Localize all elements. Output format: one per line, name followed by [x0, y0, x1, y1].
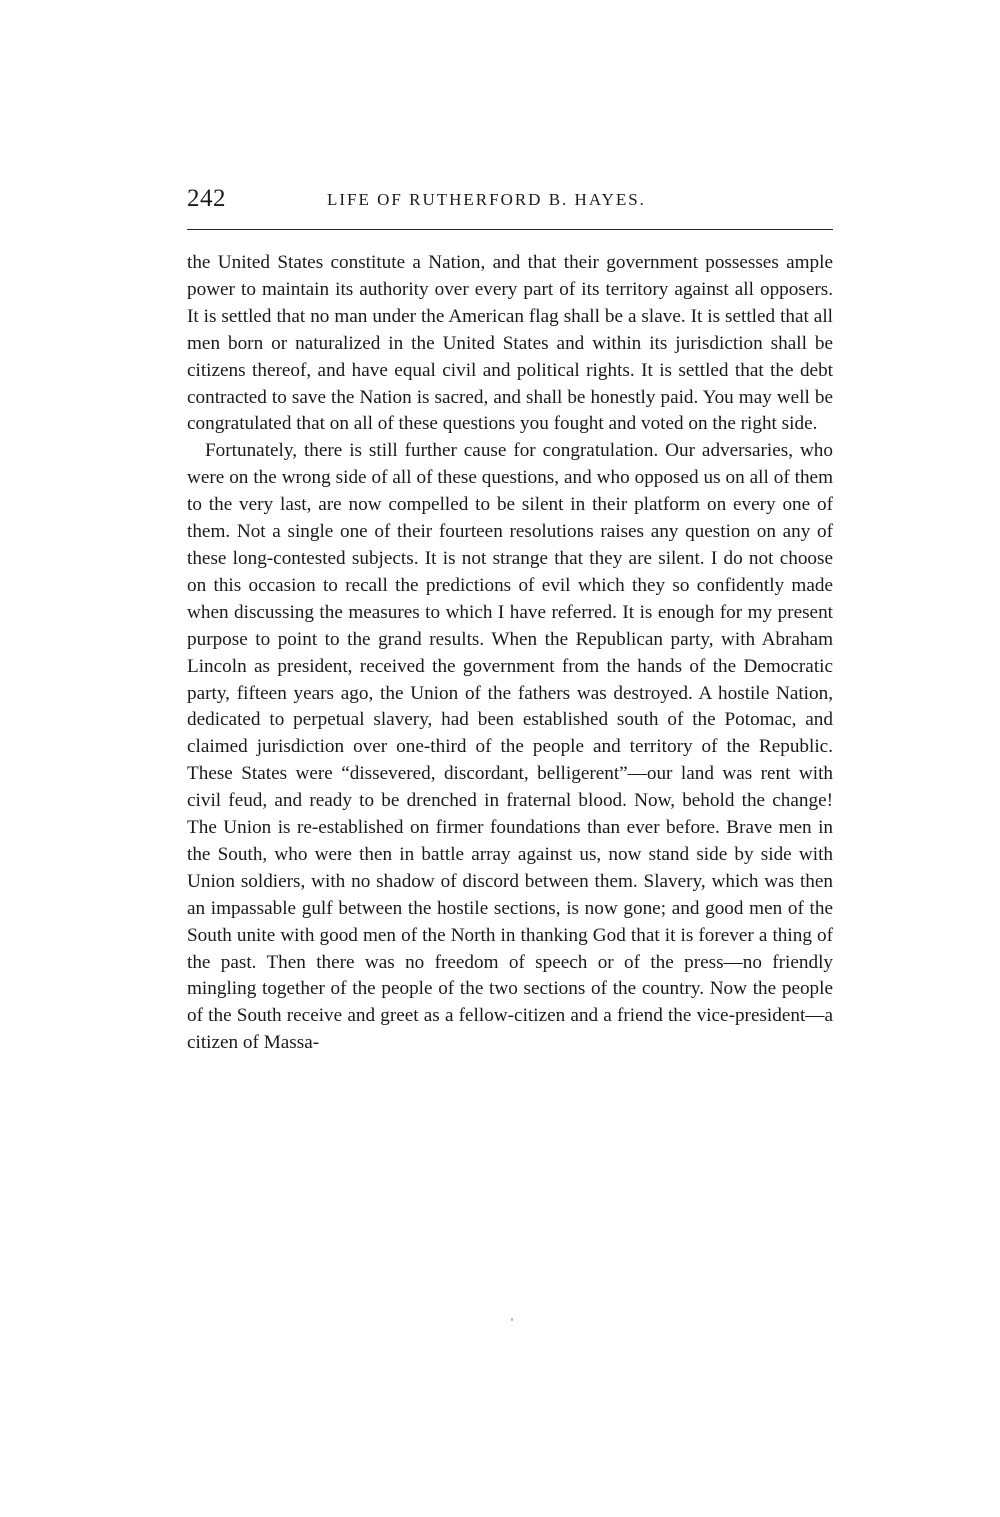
running-head [187, 184, 832, 218]
paragraph-fortunately: Fortunately, there is still further cause for congratulation. Our adversaries, who were on the wrong side of all of these questions, and who opposed us on all of them to the very last, are now compelled to be silent in their platform on every one of them. Not a single one of their fourteen resolutions raises any question on any of these long-contested subjects. It is not strange that they are silent. I do not choose on this occasion to recall the predictions of evil which they so confidently made when discussing the measures to which I have referred. It is enough for my present purpose to point to the grand results. When the Republican party, with Abraham Lincoln as president, received the government from the hands of the Democratic party, fifteen years ago, the Union of the fathers was destroyed. A hostile Nation, dedicated to perpetual slavery, had been established south of the Potomac, and claimed jurisdiction over one-third of the people and territory of the Republic. These States were “dissevered, discordant, belligerent”—our land was rent with civil feud, and ready to be drenched in fraternal blood. Now, behold the change! The Union is re-established on firmer foundations than ever before. Brave men in the South, who were then in battle array against us, now stand side by side with Union soldiers, with no shadow of discord between them. Slavery, which was then an impassable gulf between the hostile sections, is now gone; and good men of the South unite with good men of the North in thanking God that it is forever a thing of the past. Then there was no freedom of speech or of the press—no friendly mingling together of the people of the two sections of the country. Now the people of the South receive and greet as a fellow-citizen and a friend the vice-president—a citizen of Massa- [187, 440, 833, 1054]
paragraph-continued: the United States constitute a Nation, and that their government possesses ample power to maintain its authority over every part of its territory against all opposers. It is settled that no man under the American flag shall be a slave. It is settled that all men born or naturalized in the United States and within its jurisdiction shall be citizens thereof, and have equal civil and political rights. It is settled that the debt contracted to save the Nation is sacred, and shall be honestly paid. You may well be congratulated that on all of these questions you fought and voted on the right side. [187, 252, 833, 435]
page-number: 242 [187, 185, 226, 212]
header-rule [187, 229, 833, 230]
running-title: LIFE OF RUTHERFORD B. HAYES. [327, 190, 646, 209]
body-text [187, 250, 833, 1057]
scan-speck [511, 1318, 513, 1321]
